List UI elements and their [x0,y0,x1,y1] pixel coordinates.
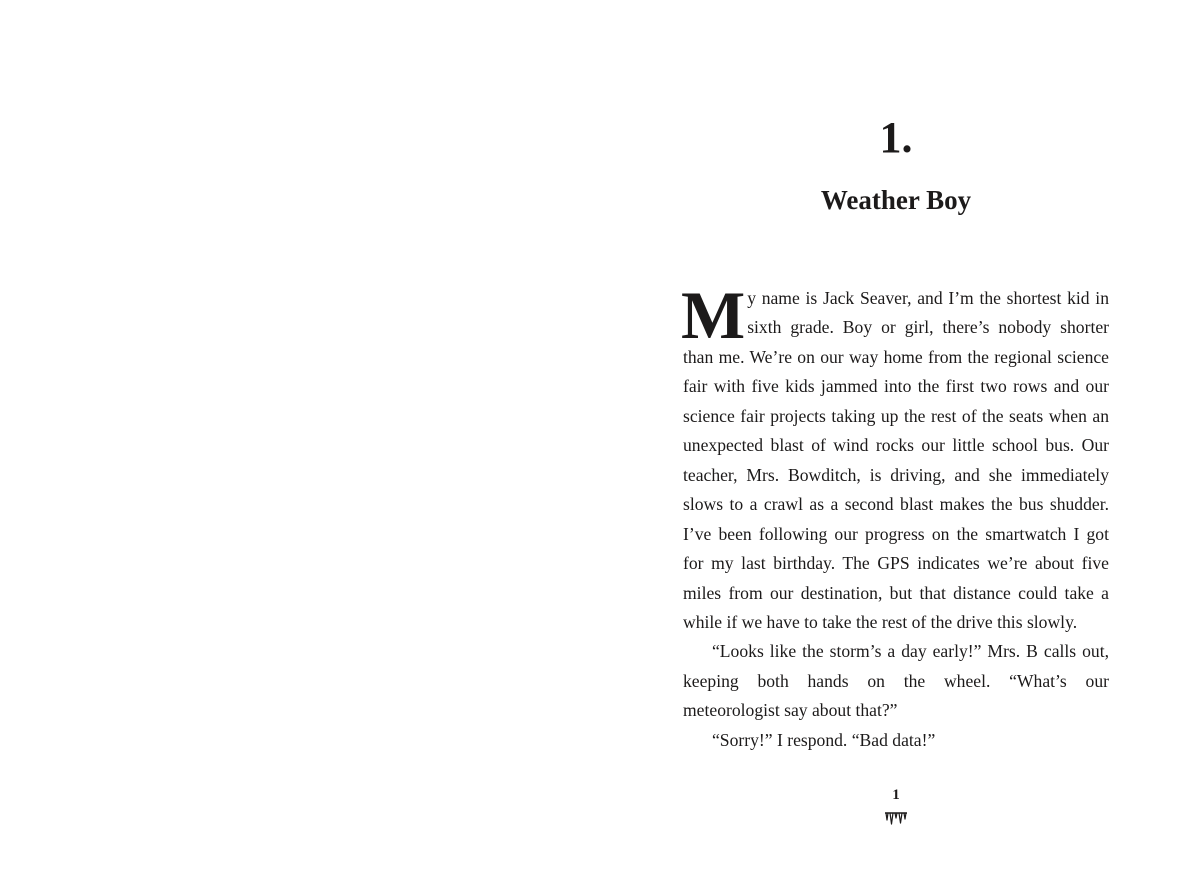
paragraph-1 [681,277,1109,637]
drop-cap: M [681,277,746,353]
chapter-title: Weather Boy [820,185,972,215]
paragraph-2: “Looks like the storm’s a day early!” Mrs. B calls out, keeping both hands on the wheel. “What’s our meteorologist say about that?” [683,641,1109,721]
chapter-number: 1. [879,113,913,162]
icicle-ornament-icon [883,810,909,828]
paragraph-1-text: y name is Jack Seaver, and I’m the shortest kid in sixth grade. Boy or girl, there’s nobody shorter than me. We’re on our way home from the regional science fair with five kids jammed into the first two rows and our science fair projects taking up the rest of the seats when an unexpected blast of wind rocks our little school bus. Our teacher, Mrs. Bowditch, is driving, and she immediately slows to a crawl as a second blast makes the bus shudder. I’ve been following our progress on the smartwatch I got for my last birthday. The GPS indicates we’re about five miles from our destination, but that distance could take a while if we have to take the rest of the drive this slowly. [683,288,1109,632]
paragraph-3: “Sorry!” I respond. “Bad data!” [712,729,936,750]
chapter-body-text [681,277,1109,755]
page-number: 1 [892,787,900,803]
